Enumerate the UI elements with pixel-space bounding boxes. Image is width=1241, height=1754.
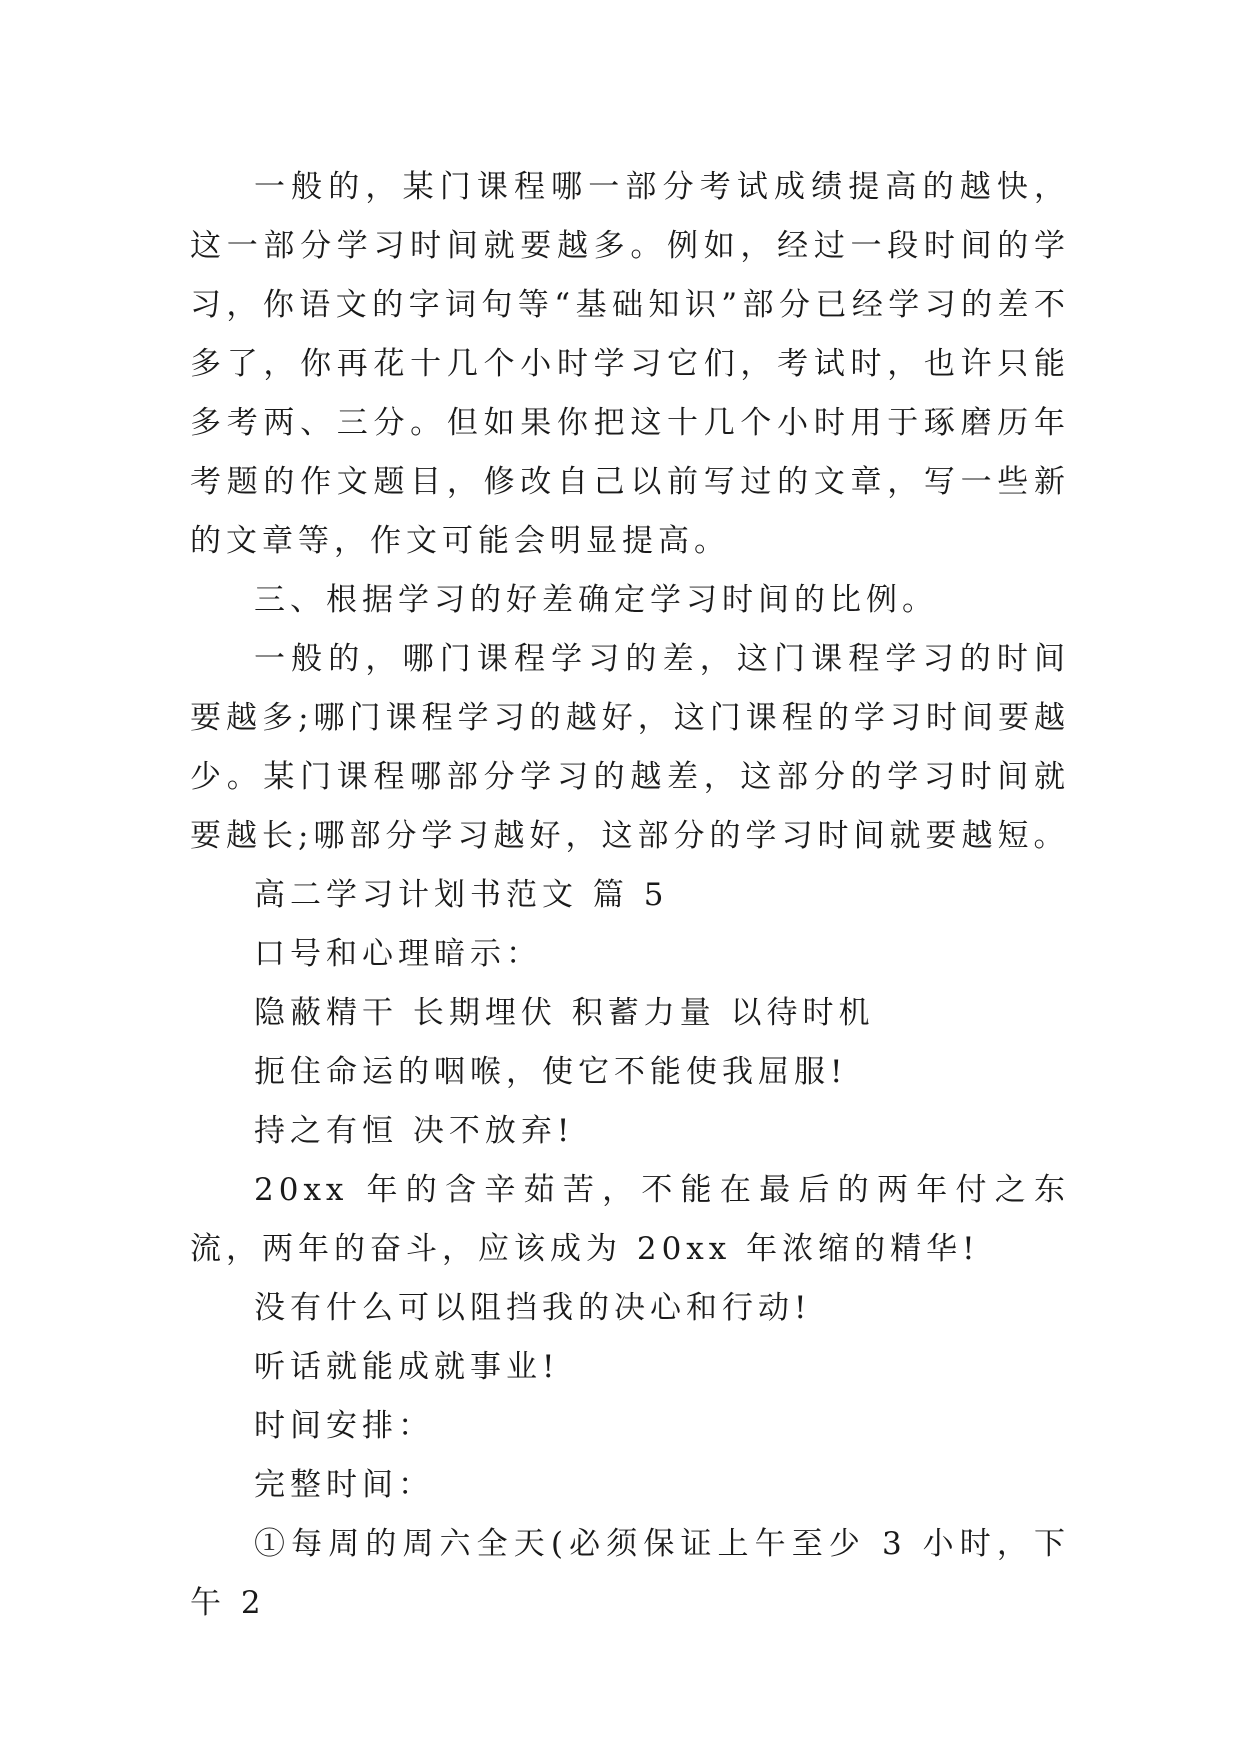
section-heading-three: 三、根据学习的好差确定学习时间的比例。 [254,582,938,618]
slogan-line-5: 没有什么可以阻挡我的决心和行动! [254,1290,812,1326]
slogan-heading: 口号和心理暗示： [254,936,542,972]
schedule-heading: 时间安排： [254,1408,434,1444]
document-body [190,158,1070,1633]
schedule-item-1: ①每周的周六全天(必须保证上午至少 3 小时，下午 2 [190,1526,1070,1621]
slogan-line-1: 隐蔽精干 长期埋伏 积蓄力量 以待时机 [254,995,875,1031]
article-title-part-5: 高二学习计划书范文 篇 5 [254,877,669,913]
slogan-line-3: 持之有恒 决不放弃! [254,1113,575,1149]
slogan-line-6: 听话就能成就事业! [254,1349,560,1385]
paragraph-study-time-by-weakness: 一般的，哪门课程学习的差，这门课程学习的时间要越多;哪门课程学习的越好，这门课程的学习时间要越少。某门课程哪部分学习的越差，这部分的学习时间就要越长;哪部分学习越好，这部分的学习时间就要越短。 [190,641,1070,854]
slogan-line-2: 扼住命运的咽喉，使它不能使我屈服! [254,1054,848,1090]
slogan-line-4: 20xx 年的含辛茹苦，不能在最后的两年付之东流，两年的奋斗，应该成为 20xx 年浓缩的精华! [190,1172,1070,1267]
paragraph-study-time-by-progress: 一般的，某门课程哪一部分考试成绩提高的越快，这一部分学习时间就要越多。例如，经过一段时间的学习，你语文的字词句等“基础知识”部分已经学习的差不多了，你再花十几个小时学习它们，考试时，也许只能多考两、三分。但如果你把这十几个小时用于琢磨历年考题的作文题目，修改自己以前写过的文章，写一些新的文章等，作文可能会明显提高。 [190,169,1070,559]
full-time-heading: 完整时间： [254,1467,434,1503]
